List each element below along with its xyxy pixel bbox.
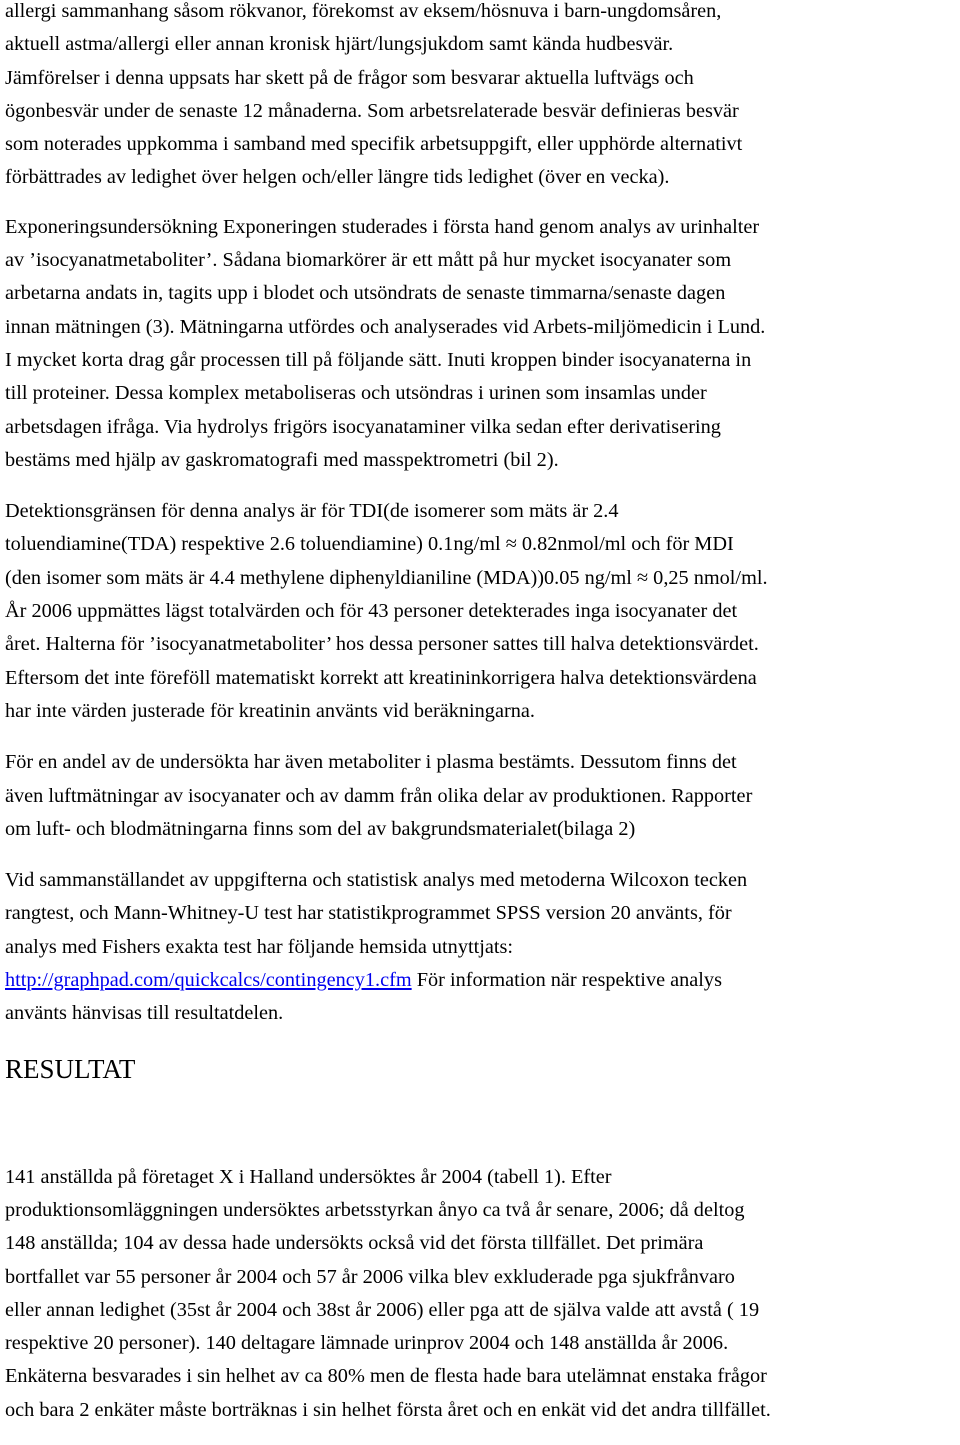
text-line: eller annan ledighet (35st år 2004 och 38st år 2006) eller pga att de själva valde att avstå ( 19 xyxy=(5,1298,760,1321)
paragraph-results xyxy=(5,1161,957,1427)
text-line: året. Halterna för ’isocyanatmetaboliter’ hos dessa personer sattes till halva detektionsvärdet. xyxy=(5,633,759,656)
text-line: I mycket korta drag går processen till på följande sätt. Inuti kroppen binder isocyanaterna in xyxy=(5,348,752,371)
text-line: om luft- och blodmätningarna finns som del av bakgrundsmaterialet(bilaga 2) xyxy=(5,817,636,840)
text-line: Eftersom det inte föreföll matematiskt korrekt att kreatininkorrigera halva detektionsvärdena xyxy=(5,666,757,689)
text-line: bortfallet var 55 personer år 2004 och 57 år 2006 vilka blev exkluderade pga sjukfrånvaro xyxy=(5,1265,735,1288)
text-line: även luftmätningar av isocyanater och av damm från olika delar av produktionen. Rapporter xyxy=(5,784,753,807)
text-line: arbetarna andats in, tagits upp i blodet och utsöndrats de senaste timmarna/senaste dagen xyxy=(5,282,726,305)
paragraph-plasma-air xyxy=(5,746,957,846)
text-line: 141 anställda på företaget X i Halland undersöktes år 2004 (tabell 1). Efter xyxy=(5,1165,612,1188)
paragraph-questionnaire xyxy=(5,0,957,195)
text-line: (den isomer som mäts är 4.4 methylene diphenyldianiline (MDA))0.05 ng/ml ≈ 0,25 nmol/ml. xyxy=(5,566,768,589)
text-line: till proteiner. Dessa komplex metaboliseras och utsöndras i urinen som insamlas under xyxy=(5,382,707,405)
paragraph-statistics xyxy=(5,864,957,1030)
link-trailing-text: För information när respektive analys xyxy=(411,969,722,992)
paragraph-exposure xyxy=(5,211,957,477)
document-page xyxy=(5,0,957,1427)
text-line: Vid sammanställandet av uppgifterna och statistisk analys med metoderna Wilcoxon tecken xyxy=(5,869,748,892)
text-line: toluendiamine(TDA) respektive 2.6 toluendiamine) 0.1ng/ml ≈ 0.82nmol/ml och för MDI xyxy=(5,533,734,556)
text-line-with-link xyxy=(5,964,957,997)
text-line: För en andel av de undersökta har även metaboliter i plasma bestämts. Dessutom finns det xyxy=(5,751,737,774)
paragraph-detection-limit xyxy=(5,495,957,728)
text-line: innan mätningen (3). Mätningarna utfördes och analyserades vid Arbets-miljömedicin i Lund. xyxy=(5,315,766,338)
text-line: År 2006 uppmättes lägst totalvärden och för 43 personer detekterades inga isocyanater det xyxy=(5,600,738,623)
text-line: rangtest, och Mann-Whitney-U test har statistikprogrammet SPSS version 20 använts, för xyxy=(5,902,732,925)
text-line: som noterades uppkomma i samband med specifik arbetsuppgift, eller upphörde alternativt xyxy=(5,133,743,156)
text-line: Exponeringsundersökning Exponeringen studerades i första hand genom analys av urinhalter xyxy=(5,215,760,238)
text-line: Jämförelser i denna uppsats har skett på de frågor som besvarar aktuella luftvägs och xyxy=(5,66,694,89)
text-line: 148 anställda; 104 av dessa hade undersökts också vid det första tillfället. Det primära xyxy=(5,1232,704,1255)
text-line: arbetsdagen ifråga. Via hydrolys frigörs isocyanataminer vilka sedan efter derivatisering xyxy=(5,415,721,438)
results-heading: RESULTAT xyxy=(5,1053,136,1084)
text-line: har inte värden justerade för kreatinin använts vid beräkningarna. xyxy=(5,699,535,722)
text-line: och bara 2 enkäter måste borträknas i sin helhet första året och en enkät vid det andra tillfället. xyxy=(5,1398,771,1421)
text-line: respektive 20 personer). 140 deltagare lämnade urinprov 2004 och 148 anställda år 2006. xyxy=(5,1332,729,1355)
text-line: allergi sammanhang såsom rökvanor, förekomst av eksem/hösnuva i barn-ungdomsåren, xyxy=(5,0,722,22)
text-line: ögonbesvär under de senaste 12 månaderna. Som arbetsrelaterade besvär definieras besvär xyxy=(5,99,739,122)
text-line: bestäms med hjälp av gaskromatografi med masspektrometri (bil 2). xyxy=(5,448,559,471)
text-line: aktuell astma/allergi eller annan kronisk hjärt/lungsjukdom samt kända hudbesvär. xyxy=(5,33,674,56)
graphpad-link[interactable]: http://graphpad.com/quickcalcs/contingency1.cfm xyxy=(5,969,412,992)
text-line: av ’isocyanatmetaboliter’. Sådana biomarkörer är ett mått på hur mycket isocyanater som xyxy=(5,249,732,272)
text-line: förbättrades av ledighet över helgen och/eller längre tids ledighet (över en vecka). xyxy=(5,166,670,189)
text-line: Enkäterna besvarades i sin helhet av ca 80% men de flesta hade bara utelämnat enstaka frågor xyxy=(5,1365,767,1388)
text-line: använts hänvisas till resultatdelen. xyxy=(5,1002,284,1025)
text-line: Detektionsgränsen för denna analys är för TDI(de isomerer som mäts är 2.4 xyxy=(5,500,619,523)
text-line: analys med Fishers exakta test har följande hemsida utnyttjats: xyxy=(5,935,514,958)
text-line: produktionsomläggningen undersöktes arbetsstyrkan ånyo ca två år senare, 2006; då deltog xyxy=(5,1198,745,1221)
